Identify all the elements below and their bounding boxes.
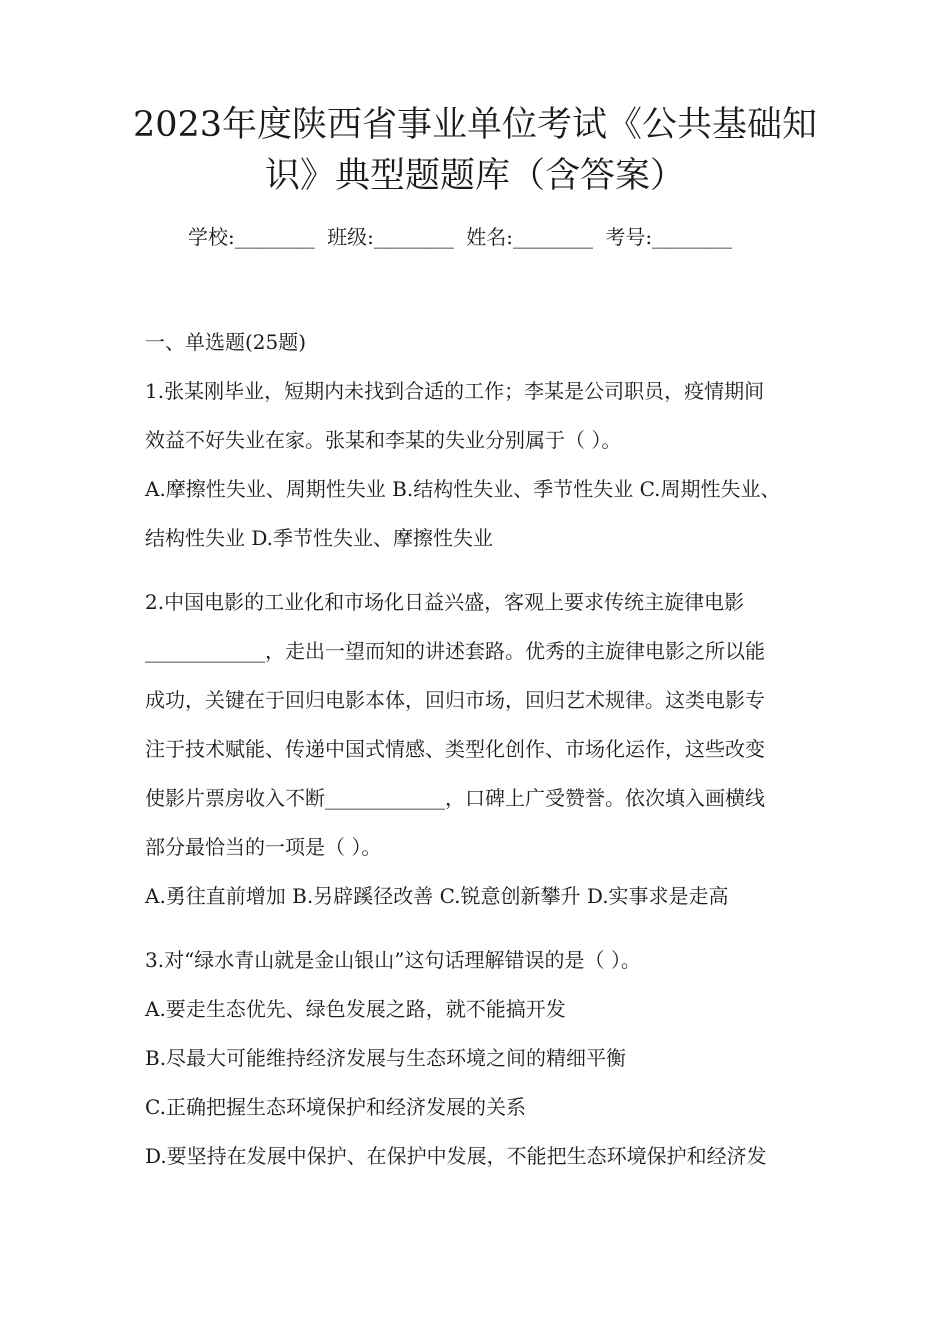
- question-2: [145, 578, 810, 921]
- name-field: 姓名:________: [466, 225, 593, 249]
- option-d: D.要坚持在发展中保护、在保护中发展，不能把生态环境保护和经济发: [145, 1144, 767, 1168]
- question-stem-line: 成功，关键在于回归电影本体，回归市场，回归艺术规律。这类电影专: [145, 688, 765, 712]
- question-stem-line: 2.中国电影的工业化和市场化日益兴盛，客观上要求传统主旋律电影: [145, 590, 745, 614]
- document-content: [145, 318, 810, 1181]
- title-line-1: 2023年度陕西省事业单位考试《公共基础知: [132, 105, 818, 145]
- question-stem-line: 部分最恰当的一项是（ ）。: [145, 835, 382, 859]
- question-stem-line: 使影片票房收入不断____________，口碑上广受赞誉。依次填入画横线: [145, 786, 765, 810]
- option-a: A.要走生态优先、绿色发展之路，就不能搞开发: [145, 997, 566, 1021]
- option-b: B.尽最大可能维持经济发展与生态环境之间的精细平衡: [145, 1046, 627, 1070]
- section-title: 一、单选题(25题): [145, 330, 307, 354]
- question-stem-line: 3.对“绿水青山就是金山银山”这句话理解错误的是（ ）。: [145, 948, 641, 972]
- student-info-row: [188, 222, 738, 252]
- question-stem-line: 注于技术赋能、传递中国式情感、类型化创作、市场化运作，这些改变: [145, 737, 765, 761]
- question-stem-line: ____________，走出一望而知的讲述套路。优秀的主旋律电影之所以能: [145, 639, 765, 663]
- exam-number-field: 考号:________: [605, 225, 733, 249]
- question-1: [145, 367, 810, 563]
- class-field: 班级:________: [327, 225, 454, 249]
- option-c: C.正确把握生态环境保护和经济发展的关系: [145, 1095, 526, 1119]
- question-options-line: 结构性失业 D.季节性失业、摩擦性失业: [145, 526, 494, 550]
- question-3: [145, 936, 810, 1181]
- title-line-2: 识》典型题题库（含答案）: [264, 156, 685, 196]
- school-field: 学校:________: [188, 225, 315, 249]
- document-title: [100, 100, 850, 202]
- question-options-line: A.勇往直前增加 B.另辟蹊径改善 C.锐意创新攀升 D.实事求是走高: [145, 884, 729, 908]
- question-stem-line: 1.张某刚毕业，短期内未找到合适的工作；李某是公司职员，疫情期间: [145, 379, 765, 403]
- question-options-line: A.摩擦性失业、周期性失业 B.结构性失业、季节性失业 C.周期性失业、: [145, 477, 781, 501]
- question-stem-line: 效益不好失业在家。张某和李某的失业分别属于（ ）。: [145, 428, 622, 452]
